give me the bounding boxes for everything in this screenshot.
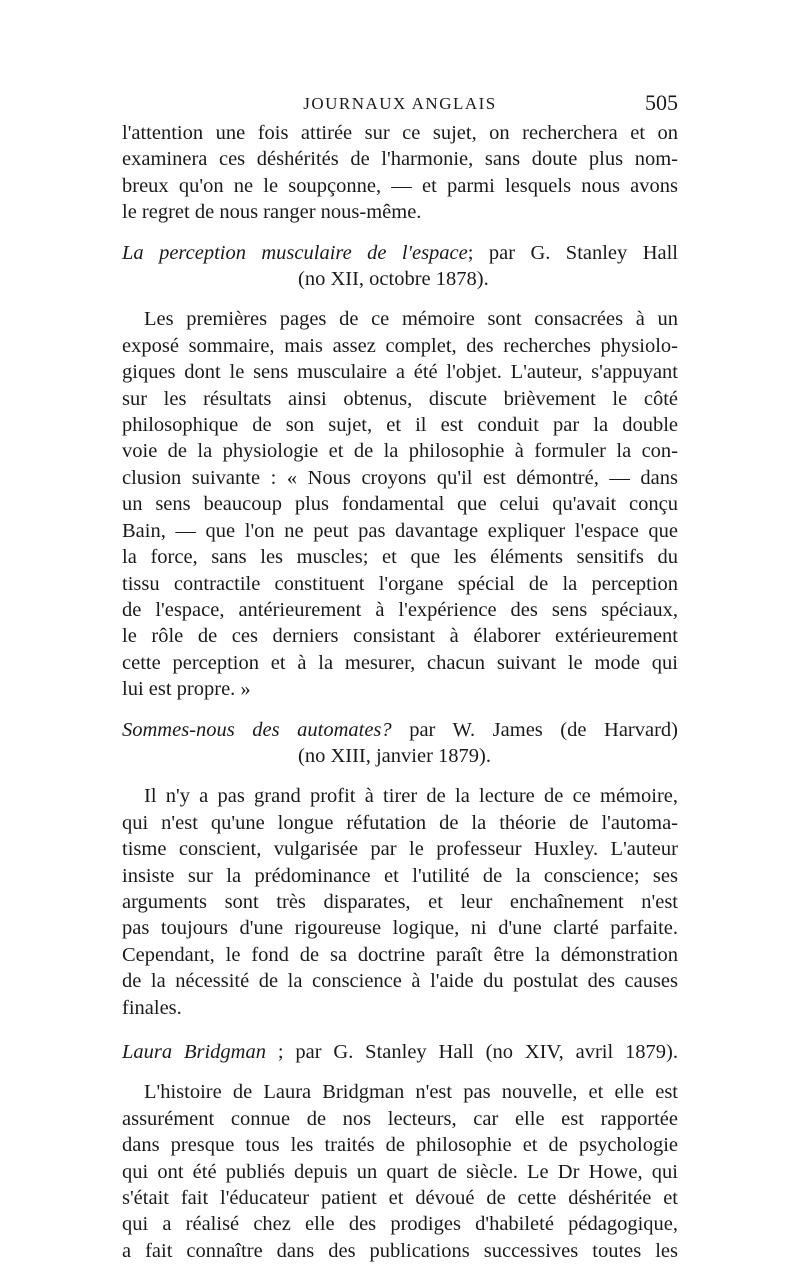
text-line: qui n'est qu'une longue réfutation de la théorie de l'automa- (122, 811, 678, 834)
paragraph-4 (122, 1079, 678, 1264)
text-line: l'attention une fois attirée sur ce sujet, on recherchera et on (122, 122, 678, 144)
text-line: Les premières pages de ce mémoire sont consacrées à un (144, 308, 678, 331)
entry-author: ; par G. Stanley Hall (no XIV, avril 1879). (265, 1041, 678, 1063)
text-line: exposé sommaire, mais assez complet, des recherches physiolo- (122, 334, 678, 357)
entry-title: La perception musculaire de l'espace (122, 241, 468, 264)
entry-title-line (122, 717, 678, 743)
text-line: qui a réalisé chez elle des prodiges d'habileté pédagogique, (122, 1213, 678, 1236)
paragraph-2 (122, 306, 678, 702)
text-line: voie de la physiologie et de la philosophie à formuler la con- (122, 440, 678, 463)
entry-issue: (no XII, octobre 1878). (298, 268, 489, 291)
text-line: finales. (122, 996, 182, 1019)
entry-heading-1 (122, 240, 678, 293)
text-line: Cependant, le fond de sa doctrine paraît être la démonstration (122, 943, 678, 966)
entry-author: par W. James (de Harvard) (391, 718, 679, 741)
text-line: lui est propre. » (122, 678, 251, 701)
text-line: clusion suivante : « Nous croyons qu'il est démontré, — dans (122, 466, 678, 489)
text-line: breux qu'on ne le soupçonne, — et parmi lesquels nous avons (122, 174, 678, 197)
entry-author: ; par G. Stanley Hall (467, 241, 678, 264)
entry-heading-3 (122, 1039, 678, 1065)
text-line: Bain, — que l'on ne peut pas davantage expliquer l'espace que (122, 519, 678, 542)
text-line: la force, sans les muscles; et que les éléments sensitifs du (122, 546, 678, 569)
entry-issue: (no XIII, janvier 1879). (298, 744, 491, 767)
page-number: 505 (645, 90, 678, 115)
text-line: qui ont été publiés depuis un quart de siècle. Le Dr Howe, qui (122, 1160, 678, 1183)
text-line: cette perception et à la mesurer, chacun suivant le mode qui (122, 651, 678, 674)
text-line: insiste sur la prédominance et l'utilité de la conscience; ses (122, 864, 678, 887)
entry-title-line (122, 240, 678, 266)
text-line: philosophique de son sujet, et il est conduit par la double (122, 414, 678, 437)
text-line: pas toujours d'une rigoureuse logique, ni d'une clarté parfaite. (122, 917, 678, 940)
text-line: arguments sont très disparates, et leur enchaînement n'est (122, 890, 678, 913)
text-line: de la nécessité de la conscience à l'aide du postulat des causes (122, 970, 678, 993)
text-line: Il n'y a pas grand profit à tirer de la lecture de ce mémoire, (144, 785, 678, 808)
running-head: JOURNAUX ANGLAIS (303, 94, 497, 113)
text-line: examinera ces déshérités de l'harmonie, sans doute plus nom- (122, 148, 678, 171)
text-line: tissu contractile constituent l'organe spécial de la perception (122, 572, 678, 595)
entry-title-line (122, 1039, 678, 1065)
text-line: L'histoire de Laura Bridgman n'est pas nouvelle, et elle est (144, 1081, 678, 1104)
paragraph-1 (122, 120, 678, 226)
entry-title: Sommes-nous des automates? (122, 718, 392, 741)
page-header (122, 90, 678, 120)
text-line: de l'espace, antérieurement à l'expérience des sens spéciaux, (122, 598, 678, 621)
text-line: assurément connue de nos lecteurs, car elle est rapportée (122, 1107, 678, 1130)
text-line: dans presque tous les traités de philosophie et de psychologie (122, 1134, 678, 1157)
body-text (122, 120, 678, 1264)
paragraph-3 (122, 783, 678, 1021)
text-line: tisme conscient, vulgarisée par le professeur Huxley. L'auteur (122, 838, 678, 861)
text-line: s'était fait l'éducateur patient et dévoué de cette déshéritée et (122, 1187, 678, 1210)
text-line: le rôle de ces derniers consistant à élaborer extérieurement (122, 625, 678, 648)
text-line: sur les résultats ainsi obtenus, discute brièvement le côté (122, 387, 678, 410)
entry-heading-2 (122, 717, 678, 770)
text-line: le regret de nous ranger nous-même. (122, 201, 422, 224)
text-line: giques dont le sens musculaire a été l'objet. L'auteur, s'appuyant (122, 361, 678, 384)
text-line: a fait connaître dans des publications successives toutes les (122, 1239, 678, 1262)
entry-title: Laura Bridgman (122, 1041, 266, 1063)
text-line: un sens beaucoup plus fondamental que celui qu'avait conçu (122, 493, 678, 516)
